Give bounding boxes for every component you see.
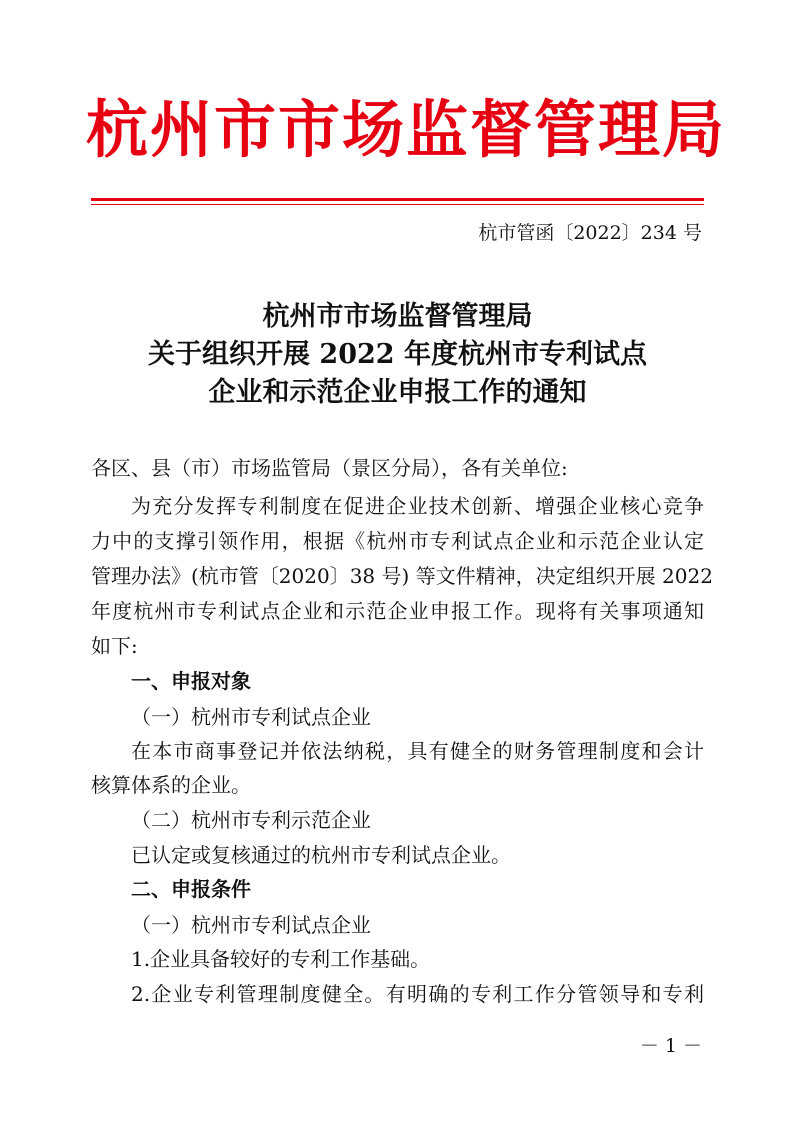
- page-number: － 1 －: [639, 1035, 702, 1057]
- salutation: 各区、县（市）市场监管局（景区分局），各有关单位:: [91, 456, 568, 480]
- paragraph-1-1-line-1: 在本市商事登记并依法纳税，具有健全的财务管理制度和会计: [131, 739, 704, 763]
- document-title-line-3: 企业和示范企业申报工作的通知: [208, 377, 587, 408]
- intro-line-5: 如下:: [91, 634, 138, 658]
- section-heading-2: 二、申报条件: [131, 877, 251, 901]
- intro-line-2: 力中的支撑引领作用，根据《杭州市专利试点企业和示范企业认定: [91, 529, 704, 553]
- subsection-heading-1-1: （一）杭州市专利试点企业: [131, 705, 371, 729]
- list-item-2-1-2: 2.企业专利管理制度健全。有明确的专利工作分管领导和专利: [131, 982, 704, 1006]
- letterhead-rule-thin: [91, 204, 704, 205]
- section-heading-1: 一、申报对象: [131, 669, 251, 693]
- list-item-2-1-1: 1.企业具备较好的专利工作基础。: [131, 947, 431, 971]
- document-number: 杭市管函〔2022〕234 号: [478, 222, 702, 244]
- intro-line-4: 年度杭州市专利试点企业和示范企业申报工作。现将有关事项通知: [91, 599, 704, 623]
- letterhead-rule-thick: [91, 198, 704, 201]
- letterhead-title: 杭州市市场监督管理局: [86, 93, 727, 166]
- subsection-heading-1-2: （二）杭州市专利示范企业: [131, 808, 371, 832]
- document-title-line-2: 关于组织开展 2022 年度杭州市专利试点: [148, 339, 647, 370]
- paragraph-1-2: 已认定或复核通过的杭州市专利试点企业。: [131, 843, 511, 867]
- document-title-line-1: 杭州市市场监督管理局: [262, 301, 533, 332]
- paragraph-1-1-line-2: 核算体系的企业。: [91, 773, 251, 797]
- intro-line-3: 管理办法》(杭市管〔2020〕38 号) 等文件精神，决定组织开展 2022: [91, 564, 713, 588]
- intro-line-1: 为充分发挥专利制度在促进企业技术创新、增强企业核心竞争: [131, 494, 704, 518]
- subsection-heading-2-1: （一）杭州市专利试点企业: [131, 913, 371, 937]
